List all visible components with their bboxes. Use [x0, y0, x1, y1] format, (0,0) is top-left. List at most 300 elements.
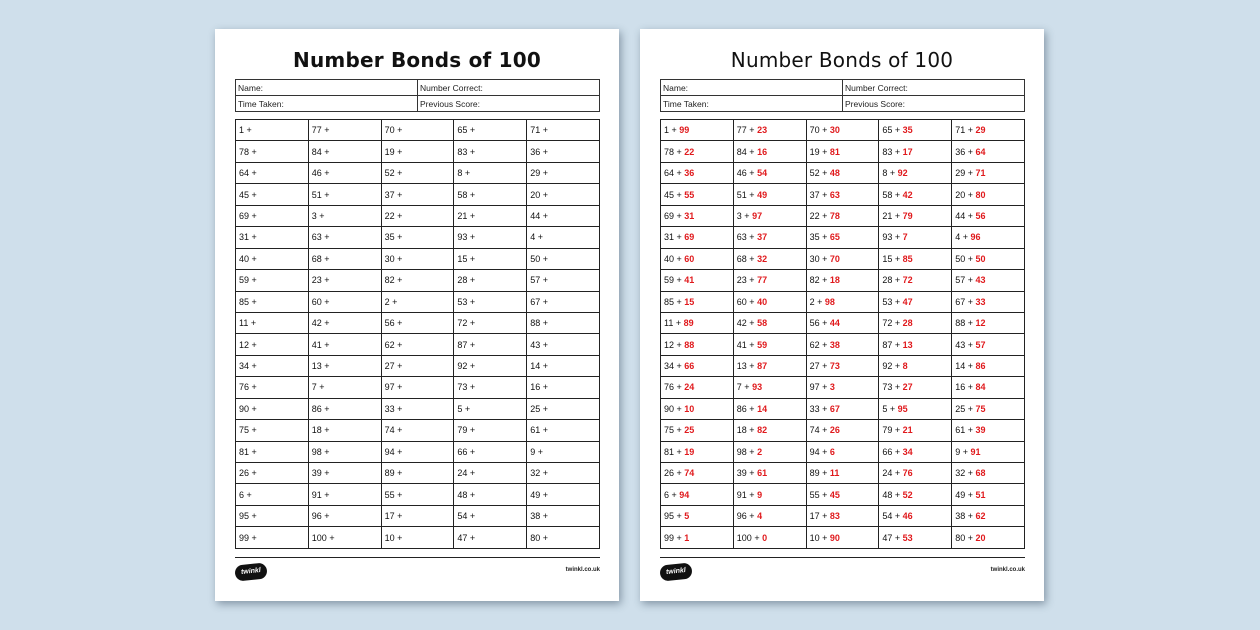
question-text: 9 + [955, 446, 971, 457]
answer-value: 3 [829, 382, 835, 393]
question-text: 17 + [384, 511, 403, 522]
question-text: 65 + [457, 125, 476, 136]
answer-value: 76 [902, 468, 913, 479]
question-text: 69 + [664, 210, 685, 221]
info-table [660, 79, 1025, 112]
grid-row [236, 162, 600, 183]
question-text: 29 + [530, 168, 548, 179]
question-text: 100 + [311, 532, 335, 543]
answer-cell [879, 334, 952, 355]
question-cell [236, 162, 309, 183]
answer-value: 47 [902, 296, 913, 307]
answer-value: 64 [975, 146, 986, 157]
answer-value: 73 [829, 361, 840, 372]
answer-value: 0 [762, 532, 768, 543]
question-text: 84 + [311, 146, 330, 157]
website-label: twinkl.co.uk [565, 567, 600, 573]
question-cell [527, 484, 600, 505]
question-cell [236, 398, 309, 419]
question-text: 91 + [311, 489, 330, 500]
question-text: 75 + [239, 425, 257, 436]
question-text: 37 + [384, 189, 403, 200]
answer-cell [661, 141, 734, 162]
answer-value: 66 [684, 361, 695, 372]
question-text: 13 + [736, 361, 758, 372]
question-text: 39 + [736, 468, 758, 479]
question-text: 95 + [664, 511, 685, 522]
answer-value: 12 [975, 318, 986, 329]
question-text: 52 + [384, 168, 403, 179]
question-text: 84 + [736, 146, 758, 157]
answer-cell [952, 184, 1025, 205]
info-table [235, 79, 600, 112]
answer-cell [661, 527, 734, 549]
answer-cell [879, 141, 952, 162]
grid-row [236, 505, 600, 526]
grid-row [236, 377, 600, 398]
grid-row [661, 227, 1025, 248]
question-text: 86 + [311, 403, 330, 414]
answer-cell [879, 162, 952, 183]
question-text: 47 + [457, 532, 476, 543]
answer-cell [879, 441, 952, 462]
answer-value: 97 [752, 210, 763, 221]
question-text: 71 + [955, 125, 976, 136]
question-text: 16 + [955, 382, 976, 393]
answer-cell [879, 248, 952, 269]
answer-cell [806, 291, 879, 312]
question-cell [236, 505, 309, 526]
question-cell [381, 227, 454, 248]
question-text: 8 + [882, 168, 898, 179]
answer-cell [952, 355, 1025, 376]
question-text: 12 + [239, 339, 257, 350]
question-cell [381, 505, 454, 526]
question-cell [454, 270, 527, 291]
question-cell [527, 270, 600, 291]
question-cell [236, 463, 309, 484]
footer-divider [660, 557, 1025, 558]
question-text: 53 + [882, 296, 903, 307]
question-text: 48 + [457, 489, 476, 500]
question-text: 90 + [664, 403, 685, 414]
answer-cell [733, 377, 806, 398]
question-cell [527, 355, 600, 376]
question-text: 97 + [809, 382, 830, 393]
answer-cell [806, 312, 879, 333]
answer-cell [661, 270, 734, 291]
answer-value: 87 [757, 361, 768, 372]
answer-value: 28 [902, 318, 913, 329]
answer-value: 27 [902, 382, 913, 393]
answer-value: 26 [829, 425, 840, 436]
answer-value: 16 [757, 146, 768, 157]
number-correct-field: Number Correct: [418, 80, 600, 96]
answer-value: 93 [752, 382, 763, 393]
answer-value: 89 [683, 318, 694, 329]
question-text: 4 + [530, 232, 543, 243]
question-text: 94 + [384, 446, 403, 457]
question-text: 33 + [384, 403, 403, 414]
answer-value: 42 [902, 189, 913, 200]
answer-cell [806, 270, 879, 291]
answer-value: 34 [902, 446, 913, 457]
question-cell [236, 120, 309, 141]
answer-cell [952, 505, 1025, 526]
grid-row [661, 291, 1025, 312]
question-text: 54 + [457, 511, 476, 522]
answer-value: 5 [684, 511, 690, 522]
answer-cell [661, 398, 734, 419]
question-cell [527, 162, 600, 183]
answer-cell [879, 355, 952, 376]
twinkl-logo: twinkl [234, 562, 267, 581]
question-text: 68 + [311, 253, 330, 264]
grid-row [236, 463, 600, 484]
question-cell [454, 377, 527, 398]
grid-row [661, 248, 1025, 269]
answer-value: 29 [975, 125, 986, 136]
grid-row [236, 141, 600, 162]
answer-value: 15 [684, 296, 695, 307]
answer-cell [952, 527, 1025, 549]
question-text: 86 + [736, 403, 758, 414]
question-text: 28 + [882, 275, 903, 286]
answer-value: 99 [679, 125, 690, 136]
grid-row [236, 205, 600, 226]
answer-cell [733, 184, 806, 205]
answer-cell [879, 377, 952, 398]
question-text: 47 + [882, 532, 903, 543]
question-text: 34 + [664, 361, 685, 372]
question-cell [527, 398, 600, 419]
question-text: 44 + [955, 210, 976, 221]
question-text: 43 + [530, 339, 548, 350]
answer-value: 51 [975, 489, 986, 500]
question-text: 33 + [809, 403, 830, 414]
answer-cell [806, 398, 879, 419]
question-text: 25 + [530, 403, 548, 414]
question-text: 100 + [736, 532, 763, 543]
answer-cell [661, 377, 734, 398]
answer-cell [733, 312, 806, 333]
grid-row [661, 527, 1025, 549]
question-cell [236, 184, 309, 205]
answer-value: 10 [684, 403, 695, 414]
question-text: 21 + [882, 210, 903, 221]
name-field: Name: [661, 80, 843, 96]
question-text: 19 + [384, 146, 403, 157]
answer-cell [661, 334, 734, 355]
question-cell [308, 248, 381, 269]
question-text: 89 + [384, 468, 403, 479]
question-cell [527, 141, 600, 162]
question-text: 49 + [955, 489, 976, 500]
answer-value: 96 [970, 232, 981, 243]
question-text: 32 + [530, 468, 548, 479]
question-cell [454, 398, 527, 419]
question-text: 83 + [882, 146, 903, 157]
answer-cell [806, 120, 879, 141]
answer-cell [879, 484, 952, 505]
question-text: 14 + [955, 361, 976, 372]
answer-value: 62 [975, 511, 986, 522]
question-cell [381, 334, 454, 355]
question-cell [527, 441, 600, 462]
question-cell [527, 334, 600, 355]
answer-value: 25 [684, 425, 695, 436]
question-text: 82 + [809, 275, 830, 286]
question-text: 66 + [882, 446, 903, 457]
grid-row [661, 441, 1025, 462]
grid-row [661, 463, 1025, 484]
answer-value: 20 [975, 532, 986, 543]
answer-value: 30 [829, 125, 840, 136]
question-cell [454, 527, 527, 549]
answer-value: 46 [902, 511, 913, 522]
question-text: 77 + [736, 125, 758, 136]
question-text: 50 + [955, 253, 976, 264]
question-text: 69 + [239, 210, 257, 221]
answer-cell [661, 205, 734, 226]
question-cell [236, 227, 309, 248]
answer-value: 85 [902, 253, 913, 264]
answer-value: 45 [829, 489, 840, 500]
question-text: 22 + [809, 210, 830, 221]
answer-cell [952, 270, 1025, 291]
question-cell [308, 377, 381, 398]
answer-cell [952, 141, 1025, 162]
question-cell [454, 505, 527, 526]
question-text: 98 + [736, 446, 758, 457]
question-cell [236, 377, 309, 398]
question-cell [381, 420, 454, 441]
question-cell [454, 484, 527, 505]
question-text: 23 + [311, 275, 330, 286]
grid-row [661, 377, 1025, 398]
question-text: 57 + [530, 275, 548, 286]
question-cell [308, 527, 381, 549]
answer-cell [733, 355, 806, 376]
worksheet-title: Number Bonds of 100 [293, 48, 541, 72]
question-cell [454, 312, 527, 333]
question-cell [381, 377, 454, 398]
question-text: 55 + [809, 489, 830, 500]
question-cell [454, 441, 527, 462]
question-text: 92 + [457, 361, 476, 372]
answer-value: 44 [829, 318, 840, 329]
question-text: 37 + [809, 189, 830, 200]
answer-cell [952, 205, 1025, 226]
answer-value: 68 [975, 468, 986, 479]
question-cell [527, 120, 600, 141]
answer-value: 37 [757, 232, 768, 243]
footer-divider [235, 557, 600, 558]
question-cell [454, 227, 527, 248]
answer-cell [879, 463, 952, 484]
grid-row [661, 184, 1025, 205]
question-text: 79 + [882, 425, 903, 436]
answer-value: 70 [829, 253, 840, 264]
question-text: 31 + [664, 232, 685, 243]
answer-cell [952, 162, 1025, 183]
question-text: 30 + [384, 253, 403, 264]
grid-row [661, 312, 1025, 333]
question-text: 58 + [882, 189, 903, 200]
time-taken-field: Time Taken: [236, 96, 418, 112]
question-text: 67 + [530, 296, 548, 307]
question-text: 42 + [311, 318, 330, 329]
question-text: 74 + [384, 425, 403, 436]
answer-value: 78 [829, 210, 840, 221]
question-text: 24 + [457, 468, 476, 479]
grid-row [661, 484, 1025, 505]
question-text: 78 + [239, 146, 257, 157]
question-cell [381, 141, 454, 162]
question-cell [308, 420, 381, 441]
question-text: 76 + [664, 382, 685, 393]
grid-row [236, 484, 600, 505]
question-text: 11 + [239, 318, 257, 329]
previous-score-field: Previous Score: [418, 96, 600, 112]
question-text: 99 + [664, 532, 685, 543]
answer-value: 52 [902, 489, 913, 500]
question-text: 48 + [882, 489, 903, 500]
question-cell [381, 248, 454, 269]
question-text: 17 + [809, 511, 830, 522]
answer-value: 19 [684, 446, 695, 457]
question-text: 80 + [530, 532, 548, 543]
answer-value: 67 [829, 403, 840, 414]
question-cell [308, 505, 381, 526]
answer-cell [733, 334, 806, 355]
question-text: 30 + [809, 253, 830, 264]
question-text: 40 + [664, 253, 685, 264]
question-text: 27 + [384, 361, 403, 372]
question-cell [381, 291, 454, 312]
answer-cell [879, 312, 952, 333]
worksheet-answers [640, 29, 1044, 601]
question-text: 88 + [530, 318, 548, 329]
answer-cell [806, 505, 879, 526]
question-text: 27 + [809, 361, 830, 372]
question-cell [454, 334, 527, 355]
answer-cell [806, 248, 879, 269]
question-text: 65 + [882, 125, 903, 136]
answer-cell [806, 184, 879, 205]
question-text: 63 + [311, 232, 330, 243]
question-text: 99 + [239, 532, 257, 543]
question-cell [308, 141, 381, 162]
answer-value: 95 [897, 403, 908, 414]
answer-value: 61 [757, 468, 768, 479]
question-text: 22 + [384, 210, 403, 221]
answer-cell [952, 377, 1025, 398]
answer-cell [733, 420, 806, 441]
question-cell [308, 441, 381, 462]
worksheet-title: Number Bonds of 100 [730, 48, 954, 72]
question-text: 78 + [664, 146, 685, 157]
question-text: 1 + [239, 125, 252, 136]
answer-value: 17 [902, 146, 913, 157]
question-cell [381, 205, 454, 226]
question-cell [381, 527, 454, 549]
question-text: 72 + [457, 318, 476, 329]
question-text: 61 + [530, 425, 548, 436]
question-cell [236, 527, 309, 549]
question-text: 60 + [736, 296, 758, 307]
question-text: 28 + [457, 275, 476, 286]
question-text: 9 + [530, 446, 543, 457]
question-text: 10 + [384, 532, 403, 543]
answer-cell [661, 505, 734, 526]
question-cell [381, 270, 454, 291]
grid-row [236, 441, 600, 462]
answer-cell [661, 120, 734, 141]
question-text: 96 + [311, 511, 330, 522]
question-cell [236, 312, 309, 333]
answer-cell [806, 355, 879, 376]
question-text: 3 + [311, 210, 325, 221]
answer-cell [806, 441, 879, 462]
question-text: 72 + [882, 318, 903, 329]
question-cell [454, 420, 527, 441]
grid-row [236, 312, 600, 333]
question-cell [236, 291, 309, 312]
answer-cell [661, 441, 734, 462]
question-text: 70 + [809, 125, 830, 136]
answer-value: 7 [902, 232, 908, 243]
question-text: 41 + [311, 339, 330, 350]
question-text: 73 + [457, 382, 476, 393]
question-text: 5 + [882, 403, 898, 414]
question-text: 31 + [239, 232, 257, 243]
question-text: 53 + [457, 296, 476, 307]
answer-value: 54 [757, 168, 768, 179]
answer-value: 6 [829, 446, 835, 457]
grid-row [236, 398, 600, 419]
answer-value: 9 [757, 489, 763, 500]
question-text: 20 + [530, 189, 548, 200]
answer-cell [661, 463, 734, 484]
question-cell [381, 355, 454, 376]
question-cell [308, 484, 381, 505]
answer-cell [661, 184, 734, 205]
question-text: 80 + [955, 532, 976, 543]
question-cell [308, 398, 381, 419]
question-text: 19 + [809, 146, 830, 157]
grid-row [236, 291, 600, 312]
grid-row [236, 184, 600, 205]
answer-cell [879, 420, 952, 441]
question-cell [236, 420, 309, 441]
question-cell [527, 291, 600, 312]
answer-cell [806, 227, 879, 248]
answer-value: 86 [975, 361, 986, 372]
question-text: 62 + [384, 339, 403, 350]
question-text: 61 + [955, 425, 976, 436]
answer-value: 49 [757, 189, 768, 200]
answer-value: 69 [684, 232, 695, 243]
question-text: 10 + [809, 532, 830, 543]
answer-cell [952, 463, 1025, 484]
question-cell [308, 227, 381, 248]
answer-cell [879, 270, 952, 291]
question-text: 23 + [736, 275, 758, 286]
website-label: twinkl.co.uk [990, 567, 1025, 573]
question-text: 85 + [664, 296, 685, 307]
answer-cell [806, 377, 879, 398]
